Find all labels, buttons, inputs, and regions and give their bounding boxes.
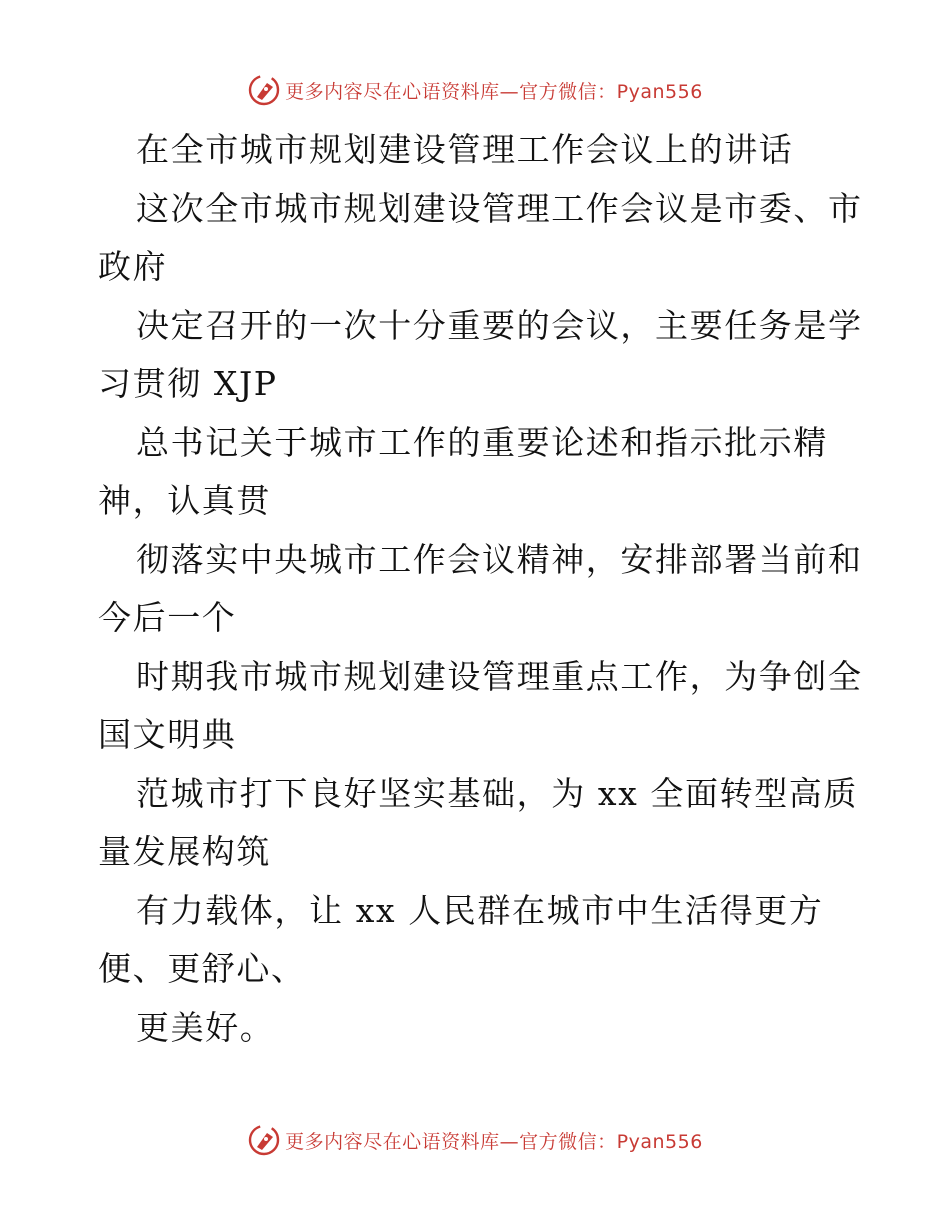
paragraph-line: 这次全市城市规划建设管理工作会议是市委、市	[136, 188, 863, 228]
pen-nib-logo-icon	[247, 1123, 281, 1157]
paragraph-line: 神，认真贯	[98, 481, 271, 520]
paragraph-line: 彻落实中央城市工作会议精神，安排部署当前和	[136, 539, 863, 579]
paragraph-line: 政府	[98, 247, 168, 286]
paragraph-line: 量发展构筑	[98, 832, 271, 871]
paragraph-line: 更美好。	[136, 1007, 275, 1047]
paragraph-line: 今后一个	[98, 598, 237, 637]
pen-nib-logo-icon	[247, 73, 281, 107]
document-title: 在全市城市规划建设管理工作会议上的讲话	[136, 130, 794, 169]
paragraph-line: 决定召开的一次十分重要的会议，主要任务是学	[136, 305, 863, 345]
footer-banner-text: 更多内容尽在心语资料库—官方微信：Pyan556	[285, 1130, 703, 1153]
header-banner-text: 更多内容尽在心语资料库—官方微信：Pyan556	[285, 80, 703, 103]
paragraph-line: 便、更舒心、	[98, 949, 306, 988]
paragraph-line: 总书记关于城市工作的重要论述和指示批示精	[136, 422, 828, 462]
document-body	[98, 121, 863, 1057]
paragraph-line: 范城市打下良好坚实基础，为 xx 全面转型高质	[136, 773, 859, 813]
paragraph-line: 时期我市城市规划建设管理重点工作，为争创全	[136, 656, 863, 696]
paragraph-line: 习贯彻 XJP	[98, 364, 278, 403]
header-banner	[0, 70, 950, 110]
paragraph-line: 有力载体，让 xx 人民群在城市中生活得更方	[136, 890, 824, 930]
paragraph-line: 国文明典	[98, 715, 237, 754]
footer-banner	[0, 1120, 950, 1160]
